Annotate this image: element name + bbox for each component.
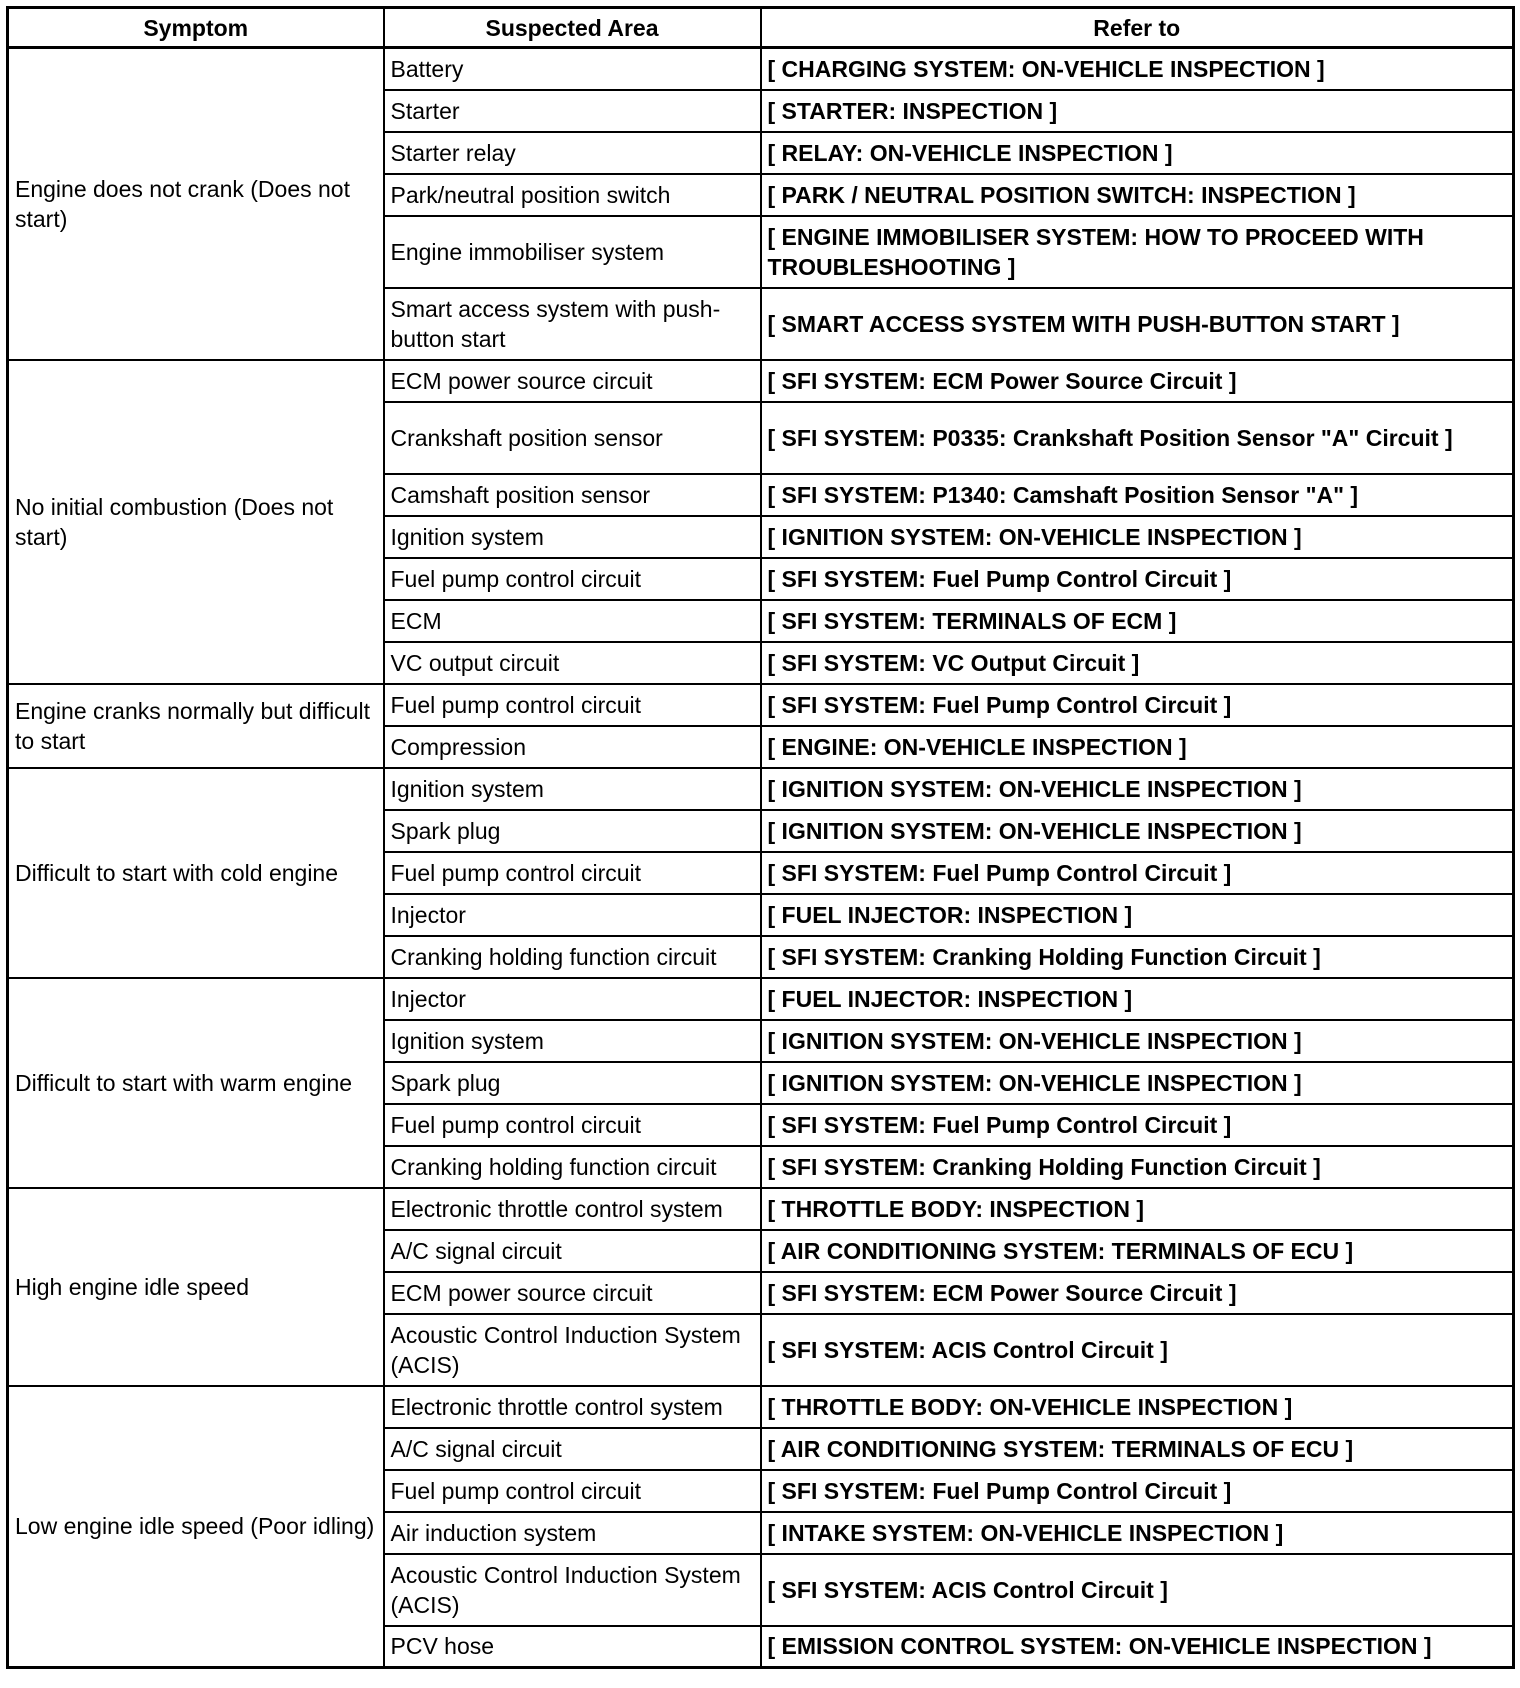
suspected-area-cell: Fuel pump control circuit [384,1470,761,1512]
symptom-cell: Engine does not crank (Does not start) [8,48,384,360]
refer-to-link[interactable]: [ AIR CONDITIONING SYSTEM: TERMINALS OF ECU ] [761,1428,1514,1470]
suspected-area-cell: Spark plug [384,810,761,852]
refer-to-link[interactable]: [ CHARGING SYSTEM: ON-VEHICLE INSPECTION ] [761,48,1514,90]
refer-to-link[interactable]: [ SFI SYSTEM: Fuel Pump Control Circuit ] [761,1104,1514,1146]
suspected-area-cell: Compression [384,726,761,768]
refer-to-link[interactable]: [ SFI SYSTEM: ECM Power Source Circuit ] [761,1272,1514,1314]
refer-to-link[interactable]: [ EMISSION CONTROL SYSTEM: ON-VEHICLE INSPECTION ] [761,1626,1514,1668]
table-body [8,48,1514,1668]
header-refer-to: Refer to [761,8,1514,48]
suspected-area-cell: Camshaft position sensor [384,474,761,516]
refer-to-link[interactable]: [ SMART ACCESS SYSTEM WITH PUSH-BUTTON START ] [761,288,1514,360]
suspected-area-cell: Engine immobiliser system [384,216,761,288]
suspected-area-cell: A/C signal circuit [384,1230,761,1272]
suspected-area-cell: Air induction system [384,1512,761,1554]
refer-to-link[interactable]: [ SFI SYSTEM: Fuel Pump Control Circuit ] [761,684,1514,726]
suspected-area-cell: Ignition system [384,768,761,810]
suspected-area-cell: Crankshaft position sensor [384,402,761,474]
refer-to-link[interactable]: [ SFI SYSTEM: ACIS Control Circuit ] [761,1554,1514,1626]
refer-to-link[interactable]: [ FUEL INJECTOR: INSPECTION ] [761,978,1514,1020]
refer-to-link[interactable]: [ IGNITION SYSTEM: ON-VEHICLE INSPECTION ] [761,810,1514,852]
refer-to-link[interactable]: [ SFI SYSTEM: Cranking Holding Function Circuit ] [761,1146,1514,1188]
suspected-area-cell: Electronic throttle control system [384,1188,761,1230]
suspected-area-cell: Injector [384,894,761,936]
refer-to-link[interactable]: [ SFI SYSTEM: Fuel Pump Control Circuit ] [761,1470,1514,1512]
refer-to-link[interactable]: [ SFI SYSTEM: VC Output Circuit ] [761,642,1514,684]
symptom-cell: Difficult to start with warm engine [8,978,384,1188]
refer-to-link[interactable]: [ SFI SYSTEM: Fuel Pump Control Circuit ] [761,558,1514,600]
refer-to-link[interactable]: [ SFI SYSTEM: TERMINALS OF ECM ] [761,600,1514,642]
refer-to-link[interactable]: [ SFI SYSTEM: ACIS Control Circuit ] [761,1314,1514,1386]
refer-to-link[interactable]: [ IGNITION SYSTEM: ON-VEHICLE INSPECTION ] [761,1062,1514,1104]
symptom-cell: Engine cranks normally but difficult to start [8,684,384,768]
table-row [8,48,1514,90]
header-symptom: Symptom [8,8,384,48]
suspected-area-cell: Acoustic Control Induction System (ACIS) [384,1314,761,1386]
suspected-area-cell: Fuel pump control circuit [384,684,761,726]
suspected-area-cell: ECM power source circuit [384,360,761,402]
header-suspected-area: Suspected Area [384,8,761,48]
suspected-area-cell: Starter relay [384,132,761,174]
refer-to-link[interactable]: [ SFI SYSTEM: Fuel Pump Control Circuit ] [761,852,1514,894]
refer-to-link[interactable]: [ INTAKE SYSTEM: ON-VEHICLE INSPECTION ] [761,1512,1514,1554]
refer-to-link[interactable]: [ PARK / NEUTRAL POSITION SWITCH: INSPECTION ] [761,174,1514,216]
refer-to-link[interactable]: [ THROTTLE BODY: INSPECTION ] [761,1188,1514,1230]
refer-to-link[interactable]: [ SFI SYSTEM: P1340: Camshaft Position Sensor "A" ] [761,474,1514,516]
suspected-area-cell: Fuel pump control circuit [384,558,761,600]
refer-to-link[interactable]: [ IGNITION SYSTEM: ON-VEHICLE INSPECTION ] [761,768,1514,810]
suspected-area-cell: Park/neutral position switch [384,174,761,216]
refer-to-link[interactable]: [ IGNITION SYSTEM: ON-VEHICLE INSPECTION ] [761,1020,1514,1062]
refer-to-link[interactable]: [ SFI SYSTEM: P0335: Crankshaft Position Sensor "A" Circuit ] [761,402,1514,474]
refer-to-link[interactable]: [ RELAY: ON-VEHICLE INSPECTION ] [761,132,1514,174]
symptom-cell: Difficult to start with cold engine [8,768,384,978]
table-row [8,360,1514,402]
table-row [8,1386,1514,1428]
refer-to-link[interactable]: [ AIR CONDITIONING SYSTEM: TERMINALS OF ECU ] [761,1230,1514,1272]
refer-to-link[interactable]: [ THROTTLE BODY: ON-VEHICLE INSPECTION ] [761,1386,1514,1428]
table-header [8,8,1514,48]
suspected-area-cell: Ignition system [384,516,761,558]
troubleshooting-table-container [6,6,1512,1669]
refer-to-link[interactable]: [ IGNITION SYSTEM: ON-VEHICLE INSPECTION ] [761,516,1514,558]
table-row [8,978,1514,1020]
suspected-area-cell: Electronic throttle control system [384,1386,761,1428]
refer-to-link[interactable]: [ ENGINE IMMOBILISER SYSTEM: HOW TO PROCEED WITH TROUBLESHOOTING ] [761,216,1514,288]
suspected-area-cell: ECM [384,600,761,642]
suspected-area-cell: ECM power source circuit [384,1272,761,1314]
suspected-area-cell: Starter [384,90,761,132]
suspected-area-cell: Fuel pump control circuit [384,852,761,894]
suspected-area-cell: Fuel pump control circuit [384,1104,761,1146]
suspected-area-cell: Cranking holding function circuit [384,936,761,978]
suspected-area-cell: Battery [384,48,761,90]
refer-to-link[interactable]: [ STARTER: INSPECTION ] [761,90,1514,132]
symptom-cell: No initial combustion (Does not start) [8,360,384,684]
suspected-area-cell: Acoustic Control Induction System (ACIS) [384,1554,761,1626]
suspected-area-cell: A/C signal circuit [384,1428,761,1470]
suspected-area-cell: Smart access system with push-button start [384,288,761,360]
table-row [8,768,1514,810]
suspected-area-cell: Injector [384,978,761,1020]
refer-to-link[interactable]: [ FUEL INJECTOR: INSPECTION ] [761,894,1514,936]
table-row [8,684,1514,726]
symptom-cell: Low engine idle speed (Poor idling) [8,1386,384,1668]
header-row [8,8,1514,48]
suspected-area-cell: Ignition system [384,1020,761,1062]
symptom-cell: High engine idle speed [8,1188,384,1386]
suspected-area-cell: Spark plug [384,1062,761,1104]
symptom-table [6,6,1515,1669]
table-row [8,1188,1514,1230]
refer-to-link[interactable]: [ SFI SYSTEM: Cranking Holding Function Circuit ] [761,936,1514,978]
suspected-area-cell: PCV hose [384,1626,761,1668]
refer-to-link[interactable]: [ ENGINE: ON-VEHICLE INSPECTION ] [761,726,1514,768]
refer-to-link[interactable]: [ SFI SYSTEM: ECM Power Source Circuit ] [761,360,1514,402]
suspected-area-cell: Cranking holding function circuit [384,1146,761,1188]
suspected-area-cell: VC output circuit [384,642,761,684]
